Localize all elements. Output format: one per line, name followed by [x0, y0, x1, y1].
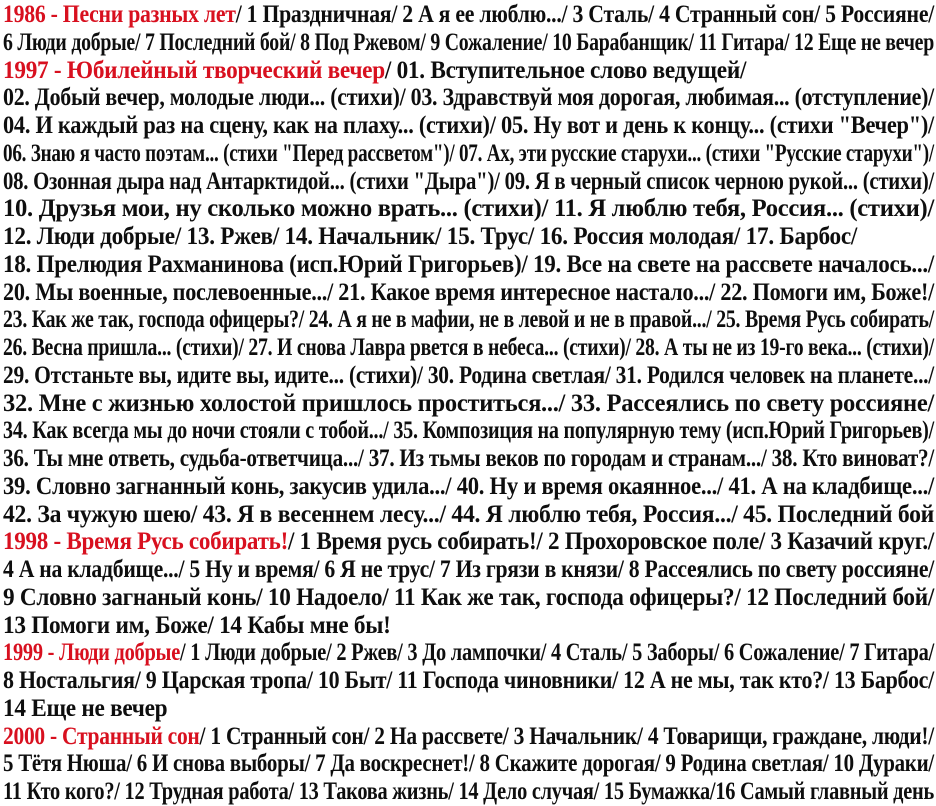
tracklist-line — [3, 667, 936, 695]
tracklist-line-text — [3, 168, 934, 196]
track-list-text: 14 Еще не вечер — [3, 694, 168, 722]
tracklist-line — [3, 778, 936, 806]
track-list-text: / 1 Странный сон/ 2 На рассвете/ 3 Начальник/ 4 Товарищи, граждане, люди!/ — [199, 722, 934, 750]
tracklist-line-text — [3, 473, 934, 501]
track-list-text: 32. Мне с жизнью холостой пришлось проститься.../ 33. Рассеялись по свету россияне/ — [3, 389, 934, 417]
tracklist-line — [3, 306, 936, 334]
tracklist-line-text — [3, 639, 934, 667]
track-list-text: 11 Кто кого?/ 12 Трудная работа/ 13 Такова жизнь/ 14 Дело случая/ 15 Бумажка/16 Самый главный день — [3, 778, 934, 805]
tracklist-line — [3, 362, 936, 390]
track-list-text: / 1 Праздничная/ 2 А я ее люблю.../ 3 Сталь/ 4 Странный сон/ 5 Россияне/ — [235, 1, 935, 28]
track-list-text: 8 Ностальгия/ 9 Царская тропа/ 10 Быт/ 11 Господа чиновники/ 12 А не мы, так кто?/ 13 Барбос/ — [3, 667, 934, 694]
tracklist-line-text — [3, 584, 934, 612]
tracklist-line-text — [3, 195, 934, 223]
tracklist-line — [3, 445, 936, 473]
tracklist-line-text — [3, 445, 934, 473]
tracklist-line — [3, 29, 936, 57]
tracklist-line — [3, 750, 936, 778]
tracklist-line-text — [3, 695, 167, 723]
tracklist-line-text — [3, 140, 934, 168]
tracklist-line — [3, 57, 936, 85]
tracklist-line — [3, 639, 936, 667]
album-year-title: 1997 - Юбилейный творческий вечер — [3, 56, 385, 84]
track-list-text: 13 Помоги им, Боже/ 14 Кабы мне бы! — [3, 611, 391, 639]
tracklist-line-text — [3, 417, 934, 445]
track-list-text: 42. За чужую шею/ 43. Я в весеннем лесу.../ 44. Я люблю тебя, Россия.../ 45. Последний бой — [3, 500, 934, 528]
tracklist-line-text — [3, 723, 934, 751]
tracklist-line-text — [3, 112, 934, 140]
track-list-text: 06. Знаю я часто поэтам... (стихи "Перед рассветом")/ 07. Ах, эти русские старухи... (стихи "Русские старухи")/ — [3, 139, 934, 167]
tracklist-line-text — [3, 223, 857, 251]
tracklist-line — [3, 528, 936, 556]
track-list-text: 9 Словно загнаный конь/ 10 Надоело/ 11 Как же так, господа офицеры?/ 12 Последний бой/ — [3, 583, 934, 611]
tracklist-line — [3, 112, 936, 140]
tracklist-line — [3, 584, 936, 612]
tracklist-line — [3, 390, 936, 418]
tracklist-line-text — [3, 57, 746, 85]
tracklist-line-text — [3, 390, 934, 418]
tracklist-line-text — [3, 362, 934, 390]
track-list-text: 02. Добый вечер, молодые люди... (стихи)/ 03. Здравствуй моя дорогая, любимая... (отступление)/ — [3, 84, 934, 112]
tracklist-line — [3, 417, 936, 445]
track-list-text: 36. Ты мне ответь, судьба-ответчица.../ 37. Из тьмы веков по городам и странам.../ 38. Кто виноват?/ — [3, 445, 934, 472]
tracklist-line-text — [3, 612, 391, 640]
track-list-text: 04. И каждый раз на сцену, как на плаху... (стихи)/ 05. Ну вот и день к концу... (стихи "Вечер")/ — [3, 112, 934, 139]
track-list-text: 26. Весна пришла... (стихи)/ 27. И снова Лавра рвется в небеса... (стихи)/ 28. А ты не из 19-го века... (стихи)/ — [3, 334, 934, 361]
tracklist-line-text — [3, 334, 934, 362]
tracklist-line — [3, 334, 936, 362]
track-list-text: 08. Озонная дыра над Антарктидой... (стихи "Дыра")/ 09. Я в черный список черною рукой... (стихи)/ — [3, 167, 934, 195]
tracklist-line-text — [3, 251, 934, 279]
tracklist-line — [3, 279, 936, 307]
tracklist-line — [3, 195, 936, 223]
track-list-text: 20. Мы военные, послевоенные.../ 21. Какое время интересное настало.../ 22. Помоги им, Боже!/ — [3, 278, 934, 306]
track-list-text: 5 Тётя Нюша/ 6 И снова выборы/ 7 Да воскреснет!/ 8 Скажите дорогая/ 9 Родина светлая/ 10 Дураки/ — [3, 750, 934, 778]
track-list-text: 34. Как всегда мы до ночи стояли с тобой.../ 35. Композиция на популярную тему (исп.Юрий Григорьев)/ — [3, 417, 934, 445]
tracklist-line-text — [3, 501, 934, 529]
track-list-text: 10. Друзья мои, ну сколько можно врать... (стихи)/ 11. Я люблю тебя, Россия... (стихи)/ — [3, 195, 934, 223]
tracklist-line — [3, 251, 936, 279]
tracklist-line — [3, 84, 936, 112]
tracklist-line — [3, 1, 936, 29]
tracklist-line — [3, 723, 936, 751]
track-list-text: 4 А на кладбище.../ 5 Ну и время/ 6 Я не трус/ 7 Из грязи в князи/ 8 Рассеялись по свету россияне/ — [3, 556, 935, 583]
track-list-text: / 1 Люди добрые/ 2 Ржев/ 3 До лампочки/ 4 Сталь/ 5 Заборы/ 6 Сожаление/ 7 Гитара/ — [180, 639, 934, 667]
album-year-title: 1999 - Люди добрые — [3, 639, 181, 667]
tracklist-line — [3, 695, 936, 723]
track-list-text: 23. Как же так, господа офицеры?/ 24. А я не в мафии, не в левой и не в правой.../ 25. Время Русь собирать/ — [3, 306, 934, 334]
track-list-text: 6 Люди добрые/ 7 Последний бой/ 8 Под Ржевом/ 9 Сожаление/ 10 Барабанщик/ 11 Гитара/ 12 Еще не вечер — [3, 28, 934, 56]
tracklist-line — [3, 473, 936, 501]
tracklist-line-text — [3, 556, 934, 584]
tracklist-lines — [3, 1, 936, 806]
tracklist-line-text — [3, 279, 934, 307]
tracklist-line — [3, 140, 936, 168]
tracklist-line — [3, 612, 936, 640]
tracklist-line-text — [3, 306, 934, 334]
track-list-text: 39. Словно загнанный конь, закусив удила.../ 40. Ну и время окаянное.../ 41. А на кладбище.../ — [3, 472, 934, 500]
track-list-text: 29. Отстаньте вы, идите вы, идите... (стихи)/ 30. Родина светлая/ 31. Родился человек на планете.../ — [3, 361, 934, 389]
tracklist-line-text — [3, 29, 934, 57]
tracklist-line-text — [3, 778, 934, 806]
tracklist-line — [3, 501, 936, 529]
tracklist-line — [3, 556, 936, 584]
tracklist-line-text — [3, 1, 934, 29]
tracklist-line — [3, 223, 936, 251]
tracklist-line-text — [3, 667, 934, 695]
tracklist-line-text — [3, 84, 934, 112]
tracklist-line — [3, 168, 936, 196]
track-list-text: 12. Люди добрые/ 13. Ржев/ 14. Начальник/ 15. Трус/ 16. Россия молодая/ 17. Барбос/ — [3, 223, 858, 250]
album-year-title: 1998 - Время Русь собирать! — [3, 528, 288, 556]
track-list-text: / 1 Время русь собирать!/ 2 Прохоровское поле/ 3 Казачий круг./ — [287, 528, 934, 556]
tracklist-line-text — [3, 528, 934, 556]
track-list-text: 18. Прелюдия Рахманинова (исп.Юрий Григорьев)/ 19. Все на свете на рассвете началось.../ — [3, 250, 934, 278]
track-list-text: / 01. Вступительное слово ведущей/ — [384, 56, 747, 84]
tracklist-line-text — [3, 750, 934, 778]
album-year-title: 1986 - Песни разных лет — [3, 1, 236, 28]
album-year-title: 2000 - Странный сон — [3, 722, 200, 750]
